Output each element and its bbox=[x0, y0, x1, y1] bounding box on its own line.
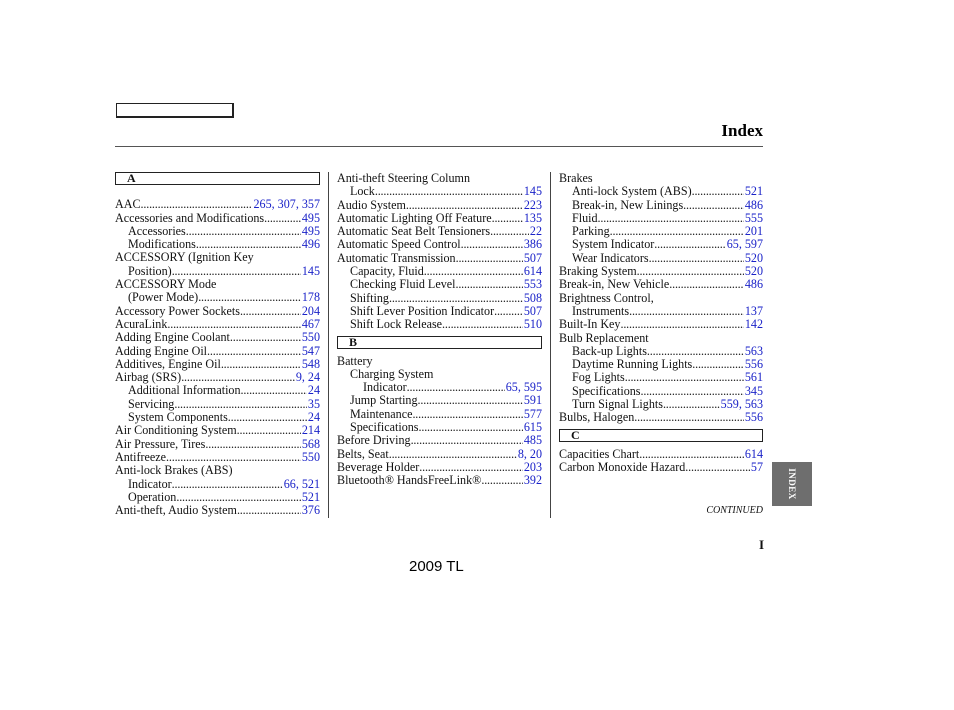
leader-dots bbox=[598, 212, 744, 225]
entry-term: Indicator bbox=[128, 476, 172, 491]
leader-dots bbox=[406, 199, 523, 212]
leader-dots bbox=[639, 448, 744, 461]
leader-dots bbox=[207, 345, 301, 358]
page-reference-link[interactable]: 568 bbox=[301, 436, 320, 451]
page-reference-link[interactable]: 508 bbox=[523, 290, 542, 305]
leader-dots bbox=[641, 385, 744, 398]
entry-term: Shift Lever Position Indicator bbox=[350, 303, 495, 318]
page-reference-link[interactable]: 559, 563 bbox=[720, 397, 763, 412]
page-reference-link[interactable]: 591 bbox=[523, 393, 542, 408]
index-entry[interactable] bbox=[559, 212, 763, 225]
continued-label: CONTINUED bbox=[706, 505, 763, 516]
leader-dots bbox=[455, 278, 522, 291]
index-entry[interactable] bbox=[115, 491, 320, 504]
page-reference-link[interactable]: 495 bbox=[301, 223, 320, 238]
leader-dots bbox=[240, 305, 301, 318]
page-reference-link[interactable]: 548 bbox=[301, 356, 320, 371]
entry-term: Accessories and Modifications bbox=[115, 210, 265, 225]
leader-dots bbox=[692, 185, 744, 198]
entry-term: Airbag (SRS) bbox=[115, 370, 182, 385]
page-reference-link[interactable]: 22 bbox=[529, 224, 542, 239]
entry-term: Daytime Running Lights bbox=[572, 357, 693, 372]
page-reference-link[interactable]: 65, 597 bbox=[726, 237, 763, 252]
page-reference-link[interactable]: 521 bbox=[301, 489, 320, 504]
page-reference-link[interactable]: 556 bbox=[744, 410, 763, 425]
leader-dots bbox=[481, 474, 523, 487]
page-reference-link[interactable]: 345 bbox=[744, 383, 763, 398]
section-letter-b: B bbox=[337, 336, 542, 349]
entry-term: AcuraLink bbox=[115, 316, 168, 331]
index-entry[interactable] bbox=[337, 421, 542, 434]
index-entry[interactable] bbox=[559, 305, 763, 318]
leader-dots bbox=[647, 345, 744, 358]
index-entry[interactable] bbox=[337, 265, 542, 278]
index-entry[interactable] bbox=[337, 474, 542, 487]
leader-dots bbox=[176, 491, 301, 504]
leader-dots bbox=[419, 461, 523, 474]
index-entry[interactable] bbox=[559, 448, 763, 461]
entry-term: Modifications bbox=[128, 237, 196, 252]
entry-term: Anti-theft, Audio System bbox=[115, 503, 237, 518]
index-entry[interactable] bbox=[115, 358, 320, 371]
page-reference-link[interactable]: 8, 20 bbox=[517, 446, 542, 461]
page-reference-link[interactable]: 577 bbox=[523, 406, 542, 421]
index-entry[interactable] bbox=[337, 212, 542, 225]
index-entry[interactable] bbox=[337, 252, 542, 265]
page-title: Index bbox=[721, 121, 763, 140]
index-entry[interactable] bbox=[115, 331, 320, 344]
entry-term: Additional Information bbox=[128, 383, 241, 398]
entry-term: Accessories bbox=[128, 223, 186, 238]
entry-term: Capacities Chart bbox=[559, 446, 640, 461]
index-entry[interactable] bbox=[559, 238, 763, 251]
page-reference-link[interactable]: 520 bbox=[744, 250, 763, 265]
index-entry[interactable] bbox=[337, 225, 542, 238]
entry-term: Braking System bbox=[559, 264, 637, 279]
entry-term: Adding Engine Oil bbox=[115, 343, 208, 358]
leader-dots bbox=[461, 238, 523, 251]
entry-term: Automatic Lighting Off Feature bbox=[337, 210, 492, 225]
entry-term: Checking Fluid Level bbox=[350, 277, 456, 292]
entry-term: Shifting bbox=[350, 290, 389, 305]
entry-term: Charging System bbox=[350, 366, 434, 381]
leader-dots bbox=[629, 305, 744, 318]
index-entry[interactable] bbox=[559, 411, 763, 424]
page-reference-link[interactable]: 201 bbox=[744, 224, 763, 239]
leader-dots bbox=[237, 504, 301, 517]
entry-term: Instruments bbox=[572, 303, 630, 318]
page-reference-link[interactable]: 496 bbox=[301, 237, 320, 252]
leader-dots bbox=[237, 424, 301, 437]
page-reference-link[interactable]: 24 bbox=[307, 410, 320, 425]
page-reference-link[interactable]: 556 bbox=[744, 357, 763, 372]
index-entry[interactable] bbox=[115, 411, 320, 424]
entry-term: Beverage Holder bbox=[337, 459, 420, 474]
leader-dots bbox=[685, 461, 750, 474]
index-entry[interactable] bbox=[337, 305, 542, 318]
page-reference-link[interactable]: 495 bbox=[301, 210, 320, 225]
entry-term: Battery bbox=[337, 353, 373, 368]
index-entry bbox=[115, 278, 320, 291]
index-entry bbox=[115, 251, 320, 264]
index-entry bbox=[559, 332, 763, 345]
index-entry[interactable] bbox=[559, 278, 763, 291]
index-column-2 bbox=[337, 172, 542, 488]
entry-term: Parking bbox=[572, 224, 610, 239]
leader-dots bbox=[241, 384, 307, 397]
leader-dots bbox=[490, 225, 529, 238]
index-entry[interactable] bbox=[115, 438, 320, 451]
leader-dots bbox=[494, 305, 523, 318]
index-entry[interactable] bbox=[337, 434, 542, 447]
title-rule bbox=[115, 146, 763, 147]
column-divider-2 bbox=[550, 172, 551, 518]
page-reference-link[interactable]: 485 bbox=[523, 433, 542, 448]
leader-dots bbox=[375, 185, 523, 198]
entry-term: Anti-theft Steering Column bbox=[337, 171, 471, 185]
leader-dots bbox=[654, 238, 725, 251]
entry-term: Back-up Lights bbox=[572, 343, 647, 358]
index-entry[interactable] bbox=[115, 318, 320, 331]
leader-dots bbox=[166, 451, 301, 464]
entry-term: System Components bbox=[128, 410, 228, 425]
index-entry bbox=[337, 172, 542, 185]
entry-term: Break-in, New Vehicle bbox=[559, 277, 670, 292]
page-reference-link[interactable]: 550 bbox=[301, 330, 320, 345]
index-entry[interactable] bbox=[115, 238, 320, 251]
page-reference-link[interactable]: 145 bbox=[301, 263, 320, 278]
index-entry[interactable] bbox=[559, 265, 763, 278]
index-entry[interactable] bbox=[115, 424, 320, 437]
page-reference-link[interactable]: 467 bbox=[301, 316, 320, 331]
entry-term: AAC bbox=[115, 197, 141, 212]
entry-term: Fog Lights bbox=[572, 370, 625, 385]
page-reference-link[interactable]: 547 bbox=[301, 343, 320, 358]
index-entry[interactable] bbox=[115, 198, 320, 211]
index-entry[interactable] bbox=[115, 225, 320, 238]
leader-dots bbox=[186, 225, 301, 238]
leader-dots bbox=[228, 411, 307, 424]
page-reference-link[interactable]: 614 bbox=[744, 446, 763, 461]
leader-dots bbox=[669, 278, 744, 291]
page-reference-link[interactable]: 486 bbox=[744, 277, 763, 292]
leader-dots bbox=[264, 212, 301, 225]
page-reference-link[interactable]: 376 bbox=[301, 503, 320, 518]
index-entry[interactable] bbox=[115, 384, 320, 397]
page-reference-link[interactable]: 223 bbox=[523, 197, 542, 212]
index-entry[interactable] bbox=[115, 305, 320, 318]
page-reference-link[interactable]: 65, 595 bbox=[505, 380, 542, 395]
leader-dots bbox=[625, 371, 744, 384]
leader-dots bbox=[692, 358, 744, 371]
page-reference-link[interactable]: 24 bbox=[307, 383, 320, 398]
section-letter-a: A bbox=[115, 172, 320, 185]
leader-dots bbox=[411, 434, 523, 447]
page-reference-link[interactable]: 66, 521 bbox=[283, 476, 320, 491]
entry-term: Position) bbox=[128, 263, 172, 278]
index-entry[interactable] bbox=[337, 278, 542, 291]
leader-dots bbox=[418, 394, 523, 407]
index-entry bbox=[337, 368, 542, 381]
leader-dots bbox=[167, 318, 300, 331]
entry-term: Bluetooth® HandsFreeLink® bbox=[337, 473, 482, 488]
page-reference-link[interactable]: 520 bbox=[744, 264, 763, 279]
entry-term: Servicing bbox=[128, 396, 175, 411]
footer-model: 2009 TL bbox=[409, 558, 464, 575]
page-reference-link[interactable]: 9, 24 bbox=[295, 370, 320, 385]
page-reference-link[interactable]: 203 bbox=[523, 459, 542, 474]
index-entry[interactable] bbox=[115, 504, 320, 517]
index-entry[interactable] bbox=[559, 345, 763, 358]
page-number: I bbox=[759, 537, 765, 552]
entry-term: Adding Engine Coolant bbox=[115, 330, 230, 345]
leader-dots bbox=[230, 331, 301, 344]
index-entry[interactable] bbox=[559, 461, 763, 474]
page-reference-link[interactable]: 563 bbox=[744, 343, 763, 358]
page-reference-link[interactable]: 555 bbox=[744, 210, 763, 225]
entry-term: Fluid bbox=[572, 210, 598, 225]
leader-dots bbox=[637, 265, 744, 278]
index-entry[interactable] bbox=[115, 371, 320, 384]
index-entry[interactable] bbox=[559, 199, 763, 212]
entry-term: (Power Mode) bbox=[128, 290, 199, 305]
entry-term: Air Conditioning System bbox=[115, 423, 237, 438]
entry-term: Turn Signal Lights bbox=[572, 397, 663, 412]
entry-term: Accessory Power Sockets bbox=[115, 303, 240, 318]
index-entry[interactable] bbox=[559, 225, 763, 238]
leader-dots bbox=[649, 252, 744, 265]
entry-term: Indicator bbox=[363, 380, 407, 395]
entry-term: Wear Indicators bbox=[572, 250, 649, 265]
page-reference-link[interactable]: 204 bbox=[301, 303, 320, 318]
entry-term: Maintenance bbox=[350, 406, 413, 421]
index-entry[interactable] bbox=[337, 461, 542, 474]
index-entry[interactable] bbox=[559, 252, 763, 265]
page-reference-link[interactable]: 561 bbox=[744, 370, 763, 385]
entry-term: Before Driving bbox=[337, 433, 411, 448]
leader-dots bbox=[172, 478, 283, 491]
index-side-tab[interactable] bbox=[772, 462, 812, 506]
index-entry[interactable] bbox=[559, 398, 763, 411]
index-entry[interactable] bbox=[559, 318, 763, 331]
index-entry[interactable] bbox=[115, 212, 320, 225]
page-reference-link[interactable]: 486 bbox=[744, 197, 763, 212]
entry-term: Automatic Transmission bbox=[337, 250, 456, 265]
leader-dots bbox=[407, 381, 505, 394]
leader-dots bbox=[198, 291, 301, 304]
column-divider-1 bbox=[328, 172, 329, 518]
entry-term: Lock bbox=[350, 184, 375, 199]
index-entry[interactable] bbox=[337, 448, 542, 461]
page-reference-link[interactable]: 386 bbox=[523, 237, 542, 252]
page-reference-link[interactable]: 214 bbox=[301, 423, 320, 438]
entry-term: Specifications bbox=[572, 383, 641, 398]
leader-dots bbox=[492, 212, 523, 225]
index-entry[interactable] bbox=[337, 292, 542, 305]
entry-term: Belts, Seat bbox=[337, 446, 389, 461]
leader-dots bbox=[181, 371, 295, 384]
entry-term: Capacity, Fluid bbox=[350, 264, 424, 279]
index-entry[interactable] bbox=[337, 238, 542, 251]
page-reference-link[interactable]: 614 bbox=[523, 264, 542, 279]
entry-term: Air Pressure, Tires bbox=[115, 436, 206, 451]
entry-term: Built-In Key bbox=[559, 317, 621, 332]
entry-term: Operation bbox=[128, 489, 177, 504]
side-tab-label: INDEX bbox=[786, 468, 797, 500]
leader-dots bbox=[456, 252, 523, 265]
index-entry bbox=[115, 464, 320, 477]
entry-term: Shift Lock Release bbox=[350, 317, 443, 332]
entry-term: ACCESSORY (Ignition Key bbox=[115, 250, 254, 265]
page-reference-link[interactable]: 507 bbox=[523, 250, 542, 265]
page-reference-link[interactable]: 507 bbox=[523, 303, 542, 318]
index-entry bbox=[337, 355, 542, 368]
page-reference-link[interactable]: 178 bbox=[301, 290, 320, 305]
leader-dots bbox=[389, 448, 517, 461]
leader-dots bbox=[172, 265, 301, 278]
page-reference-link[interactable]: 137 bbox=[744, 303, 763, 318]
leader-dots bbox=[174, 398, 307, 411]
index-entry[interactable] bbox=[559, 185, 763, 198]
leader-dots bbox=[620, 318, 743, 331]
section-letter-c: C bbox=[559, 429, 763, 442]
page-reference-link[interactable]: 265, 307, 357 bbox=[253, 197, 320, 212]
index-entry[interactable] bbox=[559, 385, 763, 398]
leader-dots bbox=[205, 438, 300, 451]
leader-dots bbox=[389, 292, 523, 305]
index-entry[interactable] bbox=[337, 185, 542, 198]
page-reference-link[interactable]: 135 bbox=[523, 210, 542, 225]
entry-term: Specifications bbox=[350, 420, 419, 435]
leader-dots bbox=[610, 225, 744, 238]
index-entry[interactable] bbox=[115, 451, 320, 464]
leader-dots bbox=[424, 265, 523, 278]
index-entry[interactable] bbox=[115, 265, 320, 278]
index-entry[interactable] bbox=[337, 199, 542, 212]
index-entry bbox=[559, 172, 763, 185]
page-reference-link[interactable]: 142 bbox=[744, 317, 763, 332]
leader-dots bbox=[221, 358, 301, 371]
leader-dots bbox=[412, 408, 522, 421]
page-reference-link[interactable]: 521 bbox=[744, 184, 763, 199]
leader-dots bbox=[663, 398, 720, 411]
entry-term: Bulb Replacement bbox=[559, 330, 649, 345]
leader-dots bbox=[683, 199, 744, 212]
leader-dots bbox=[442, 318, 523, 331]
page-reference-link[interactable]: 57 bbox=[750, 459, 763, 474]
page-reference-link[interactable]: 145 bbox=[523, 184, 542, 199]
index-entry[interactable] bbox=[115, 291, 320, 304]
entry-term: Jump Starting bbox=[350, 393, 418, 408]
index-entry[interactable] bbox=[115, 478, 320, 491]
index-entry[interactable] bbox=[559, 371, 763, 384]
entry-term: Break-in, New Linings bbox=[572, 197, 684, 212]
entry-term: Audio System bbox=[337, 197, 406, 212]
nav-box bbox=[116, 103, 234, 118]
index-entry[interactable] bbox=[337, 381, 542, 394]
entry-term: Additives, Engine Oil bbox=[115, 356, 221, 371]
index-entry[interactable] bbox=[337, 318, 542, 331]
page-reference-link[interactable]: 550 bbox=[301, 449, 320, 464]
index-entry[interactable] bbox=[337, 408, 542, 421]
entry-term: System Indicator bbox=[572, 237, 655, 252]
index-entry bbox=[559, 292, 763, 305]
index-entry[interactable] bbox=[337, 394, 542, 407]
entry-term: Automatic Seat Belt Tensioners bbox=[337, 224, 491, 239]
index-entry[interactable] bbox=[559, 358, 763, 371]
index-entry[interactable] bbox=[115, 345, 320, 358]
page-reference-link[interactable]: 392 bbox=[523, 473, 542, 488]
entry-term: Carbon Monoxide Hazard bbox=[559, 459, 686, 474]
index-column-1 bbox=[115, 172, 320, 517]
page-reference-link[interactable]: 615 bbox=[523, 420, 542, 435]
entry-term: Brakes bbox=[559, 171, 593, 185]
page-reference-link[interactable]: 553 bbox=[523, 277, 542, 292]
entry-term: Bulbs, Halogen bbox=[559, 410, 635, 425]
page-reference-link[interactable]: 35 bbox=[307, 396, 320, 411]
index-column-3 bbox=[559, 172, 763, 474]
entry-term: Anti-lock Brakes (ABS) bbox=[115, 463, 233, 478]
leader-dots bbox=[419, 421, 523, 434]
entry-term: Antifreeze bbox=[115, 449, 167, 464]
index-entry[interactable] bbox=[115, 398, 320, 411]
page-reference-link[interactable]: 510 bbox=[523, 317, 542, 332]
entry-term: Anti-lock System (ABS) bbox=[572, 184, 692, 199]
leader-dots bbox=[634, 411, 744, 424]
leader-dots bbox=[141, 198, 253, 211]
leader-dots bbox=[196, 238, 301, 251]
entry-term: ACCESSORY Mode bbox=[115, 277, 217, 292]
entry-term: Brightness Control, bbox=[559, 290, 654, 305]
entry-term: Automatic Speed Control bbox=[337, 237, 461, 252]
